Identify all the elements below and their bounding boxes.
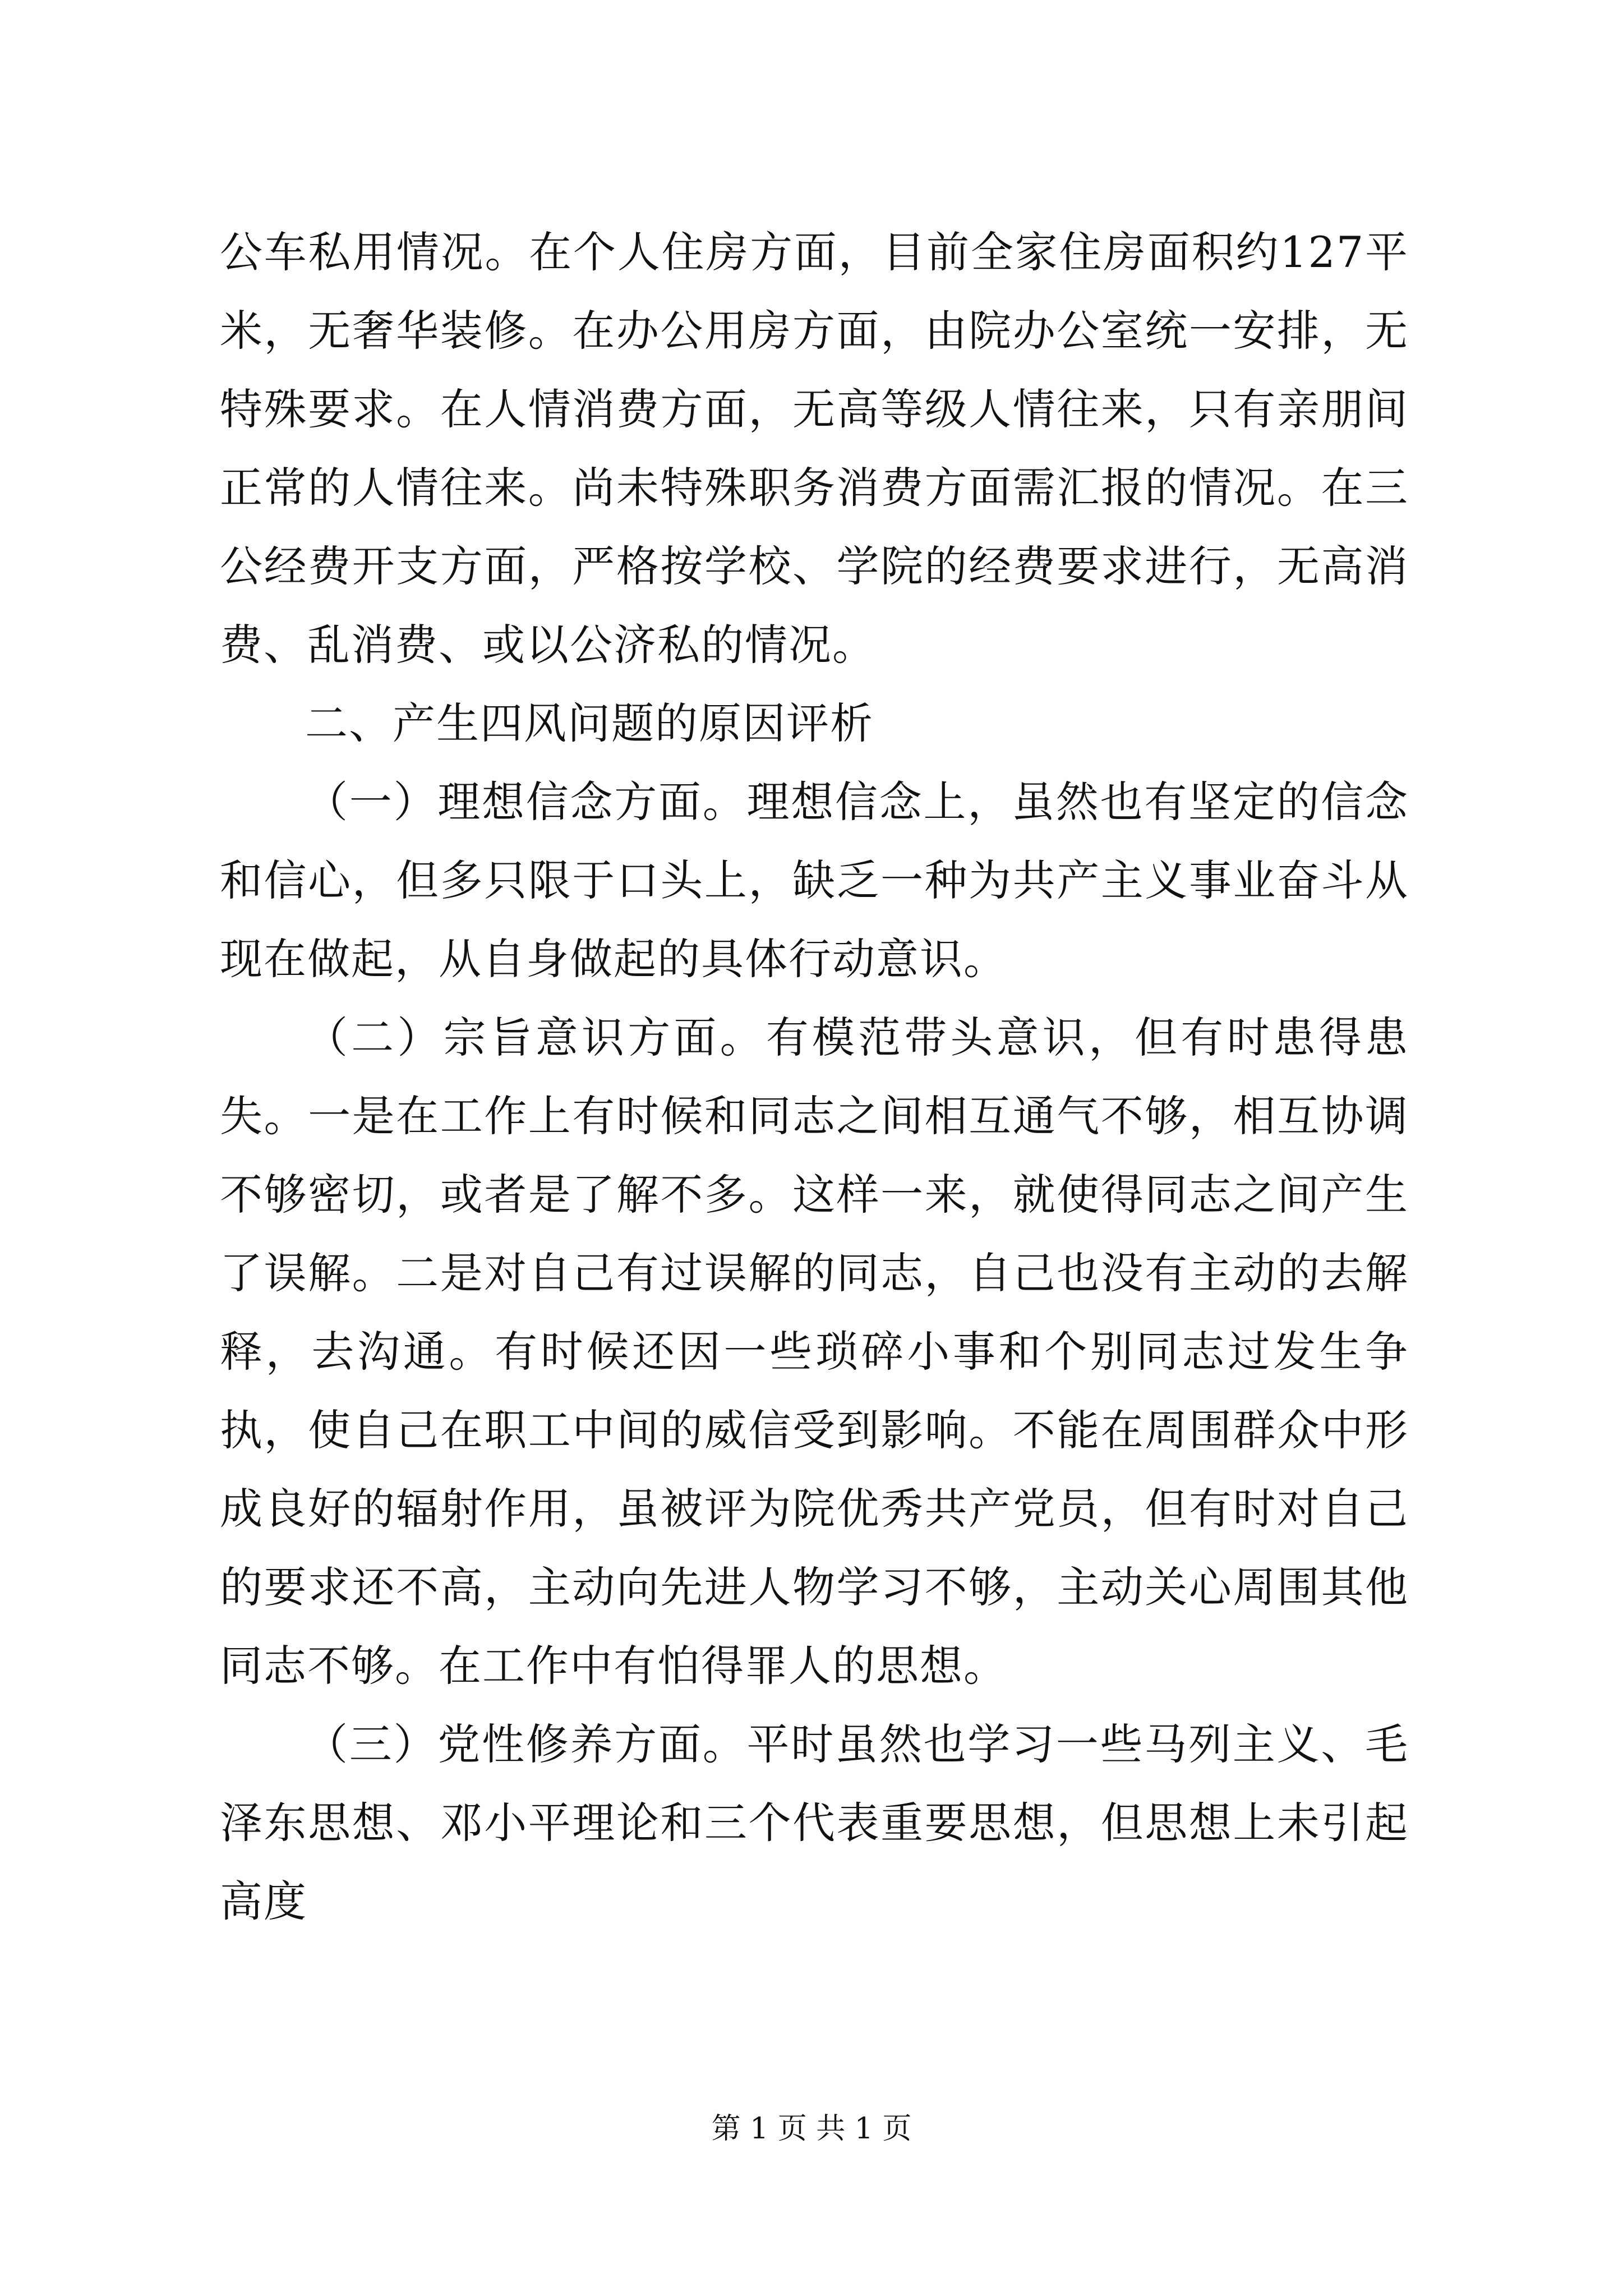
document-body xyxy=(220,213,1409,1941)
page-footer: 第 1 页 共 1 页 xyxy=(711,2112,912,2146)
section-heading-causes: 二、产生四风问题的原因评析 xyxy=(305,698,874,748)
paragraph-party-cultivation: （三）党性修养方面。平时虽然也学习一些马列主义、毛泽东思想、邓小平理论和三个代表重要思想，但思想上未引起高度 xyxy=(220,1719,1409,1926)
paragraph-ideals-beliefs: （一）理想信念方面。理想信念上，虽然也有坚定的信念和信心，但多只限于口头上，缺乏一种为共产主义事业奋斗从现在做起，从自身做起的具体行动意识。 xyxy=(220,777,1409,984)
paragraph-housing-consumption: 公车私用情况。在个人住房方面，目前全家住房面积约127平米，无奢华装修。在办公用房方面，由院办公室统一安排，无特殊要求。在人情消费方面，无高等级人情往来，只有亲朋间正常的人情往来。尚未特殊职务消费方面需汇报的情况。在三公经费开支方面，严格按学校、学院的经费要求进行，无高消费、乱消费、或以公济私的情况。 xyxy=(220,227,1409,670)
paragraph-purpose-awareness: （二）宗旨意识方面。有模范带头意识，但有时患得患失。一是在工作上有时候和同志之间相互通气不够，相互协调不够密切，或者是了解不多。这样一来，就使得同志之间产生了误解。二是对自己有过误解的同志，自己也没有主动的去解释，去沟通。有时候还因一些琐碎小事和个别同志过发生争执，使自己在职工中间的威信受到影响。不能在周围群众中形成良好的辐射作用，虽被评为院优秀共产党员，但有时对自己的要求还不高，主动向先进人物学习不够，主动关心周围其他同志不够。在工作中有怕得罪人的思想。 xyxy=(220,1013,1409,1691)
